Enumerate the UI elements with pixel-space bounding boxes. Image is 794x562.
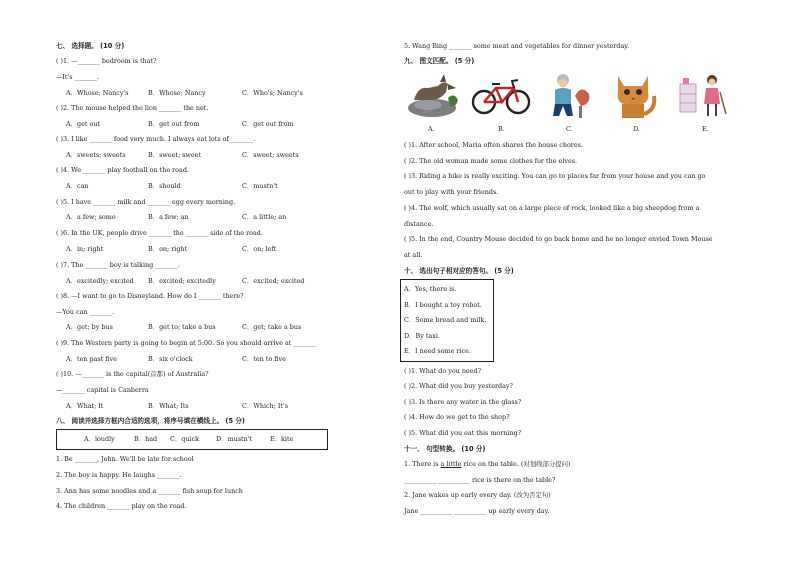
- q5-option-a: A．a few; some: [66, 213, 116, 221]
- q4-line: ( )4. We _______ play football on the road.: [56, 166, 189, 174]
- q10-answer-line: —_______ capital is Canberra: [56, 386, 149, 394]
- q9-option-a: A．ten past five: [66, 355, 117, 363]
- answer-e: E．I need some rice.: [404, 347, 471, 355]
- fill-4: 4. The children _______ play on the road.: [56, 502, 187, 510]
- fill-1: 1. Be _______, John. We'll be late for school: [56, 455, 194, 463]
- q6-line: ( )6. In the UK, people drive _______ the _______ side of the road.: [56, 229, 263, 237]
- q6-option-b: B．on; right: [148, 245, 188, 253]
- transform-1-answer: __________ __________ rice is there on the table?: [404, 476, 556, 484]
- q3-option-c: C．sweet; sweets: [242, 151, 299, 159]
- transform-1-post: rice on the table. (对划线部分提问): [463, 460, 571, 468]
- transform-2-answer: Jane __________ __________ up early every day.: [404, 507, 550, 515]
- match-4-cont: distance.: [404, 220, 434, 228]
- q9-option-c: C．ten to five: [242, 355, 286, 363]
- section-11-title: 十一、 句型转换。 (10 分): [404, 445, 486, 453]
- word-bank-d: D．mustn't: [216, 435, 252, 443]
- q9-line: ( )9. The Western party is going to begin at 5:00. So you should arrive at _______: [56, 339, 316, 347]
- girl-chores-picture: [676, 70, 728, 120]
- match-3: ( )3. Riding a bike is really exciting. You can go to places far from your house and you can go: [404, 172, 706, 180]
- q7-option-b: B．excited; excitedly: [148, 277, 216, 285]
- q1-option-a: A．Whose; Nancy's: [66, 89, 129, 97]
- q1-answer-line: —It's _______.: [56, 73, 99, 81]
- picture-label-c: C.: [566, 125, 573, 133]
- q10-line: ( )10. —_______ is the capital(首都) of Australia?: [56, 370, 209, 378]
- old-woman-sewing-picture: [545, 70, 595, 120]
- q2-line: ( )2. The mouse helped the lion _______ the net.: [56, 104, 209, 112]
- answer-c: C．Some bread and milk.: [404, 316, 487, 324]
- section-9-title: 九、 图文匹配。 (5 分): [404, 57, 475, 65]
- pair-3: ( )3. Is there any water in the glass?: [404, 398, 522, 406]
- q2-option-c: C．get out from: [242, 120, 294, 128]
- picture-label-a: A.: [428, 125, 435, 133]
- transform-1: [404, 460, 571, 468]
- match-5: ( )5. In the end, Country Mouse decided to go back home and he no longer envied Town Mouse: [404, 235, 713, 243]
- q4-option-b: B．should: [148, 182, 181, 190]
- q1-option-c: C．Who's; Nancy's: [242, 89, 303, 97]
- q8-option-a: A．get; by bus: [66, 323, 113, 331]
- picture-label-b: B.: [498, 125, 505, 133]
- word-bank-a: A．loudly: [84, 435, 115, 443]
- section-7-title: 七、 选择题。 (10 分): [56, 42, 125, 50]
- bicycle-picture: [470, 76, 532, 116]
- q5-line: ( )5. I have _______ milk and _______ egg every morning.: [56, 198, 236, 206]
- word-bank-e: E．kite: [270, 435, 294, 443]
- q7-line: ( )7. The _______ boy is talking _______.: [56, 261, 180, 269]
- q4-option-a: A．can: [66, 182, 89, 190]
- q10-option-c: C．Which; It's: [242, 402, 289, 410]
- q6-option-c: C．on; left: [242, 245, 277, 253]
- pair-2: ( )2. What did you buy yesterday?: [404, 382, 513, 390]
- q2-option-a: A．get out: [66, 120, 101, 128]
- q8-answer-line: —You can _______.: [56, 308, 114, 316]
- answer-d: D．By taxi.: [404, 332, 440, 340]
- answer-b: B．I bought a toy robot.: [404, 301, 482, 309]
- word-bank-c: C．quick: [170, 435, 199, 443]
- transform-1-underlined: a little: [440, 460, 462, 468]
- fill-2: 2. The boy is happy. He laughs _______.: [56, 471, 182, 479]
- answer-a: A．Yes, there is.: [404, 285, 457, 293]
- q9-option-b: B．six o'clock: [148, 355, 193, 363]
- q1-line: ( )1. —_______ bedroom is that?: [56, 57, 157, 65]
- fill-3: 3. Ann has some noodles and a _______ fish soup for lunch: [56, 487, 243, 495]
- section-10-title: 十、 选出句子相对应的答句。 (5 分): [404, 267, 514, 275]
- q3-option-b: B．sweet; sweet: [148, 151, 202, 159]
- match-5-cont: at all.: [404, 251, 423, 259]
- q6-option-a: A．in; right: [66, 245, 104, 253]
- q8-line: ( )8. —I want to go to Disneyland. How do I _______ there?: [56, 292, 244, 300]
- wolf-on-rock-picture: [404, 70, 460, 118]
- q7-option-c: C．excited; excited: [242, 277, 305, 285]
- q10-option-b: B．What; Its: [148, 402, 189, 410]
- word-bank-b: B．had: [134, 435, 158, 443]
- q4-option-c: C．mustn't: [242, 182, 278, 190]
- q10-option-a: A．What; It: [66, 402, 104, 410]
- match-1: ( )1. After school, Maria often shares the house chores.: [404, 141, 583, 149]
- q3-option-a: A．sweets; sweets: [66, 151, 126, 159]
- q3-line: ( )3. I like _______ food very much. I always eat lots of _______.: [56, 135, 256, 143]
- pair-1: ( )1. What do you need?: [404, 367, 482, 375]
- transform-1-pre: 1. There is: [404, 460, 439, 468]
- q1-option-b: B．Whose; Nancy: [148, 89, 206, 97]
- cat-picture: [612, 70, 658, 120]
- q5-option-c: C．a little; an: [242, 213, 287, 221]
- match-2: ( )2. The old woman made some clothes for the elves.: [404, 157, 578, 165]
- fill-5: 5. Wang Bing _______ some meat and vegetables for dinner yesterday.: [404, 42, 630, 50]
- transform-2: 2. Jane wakes up early every day. (改为否定句): [404, 491, 551, 499]
- pair-4: ( )4. How do we get to the shop?: [404, 413, 510, 421]
- pair-5: ( )5. What did you eat this morning?: [404, 429, 522, 437]
- q2-option-b: B．get out from: [148, 120, 200, 128]
- picture-label-e: E.: [702, 125, 709, 133]
- q7-option-a: A．excitedly; excited: [66, 277, 134, 285]
- match-3-cont: out to play with your friends.: [404, 188, 499, 196]
- section-8-title: 八、 阅读并选择方框内合适的选项，将序号填在横线上。 (5 分): [56, 417, 245, 425]
- q8-option-b: B．get to; take a bus: [148, 323, 216, 331]
- match-4: ( )4. The wolf, which usually sat on a large piece of rock, looked like a big sheepdog from a: [404, 204, 700, 212]
- q8-option-c: C．get; take a bus: [242, 323, 302, 331]
- q5-option-b: B．a few; an: [148, 213, 189, 221]
- picture-label-d: D.: [633, 125, 640, 133]
